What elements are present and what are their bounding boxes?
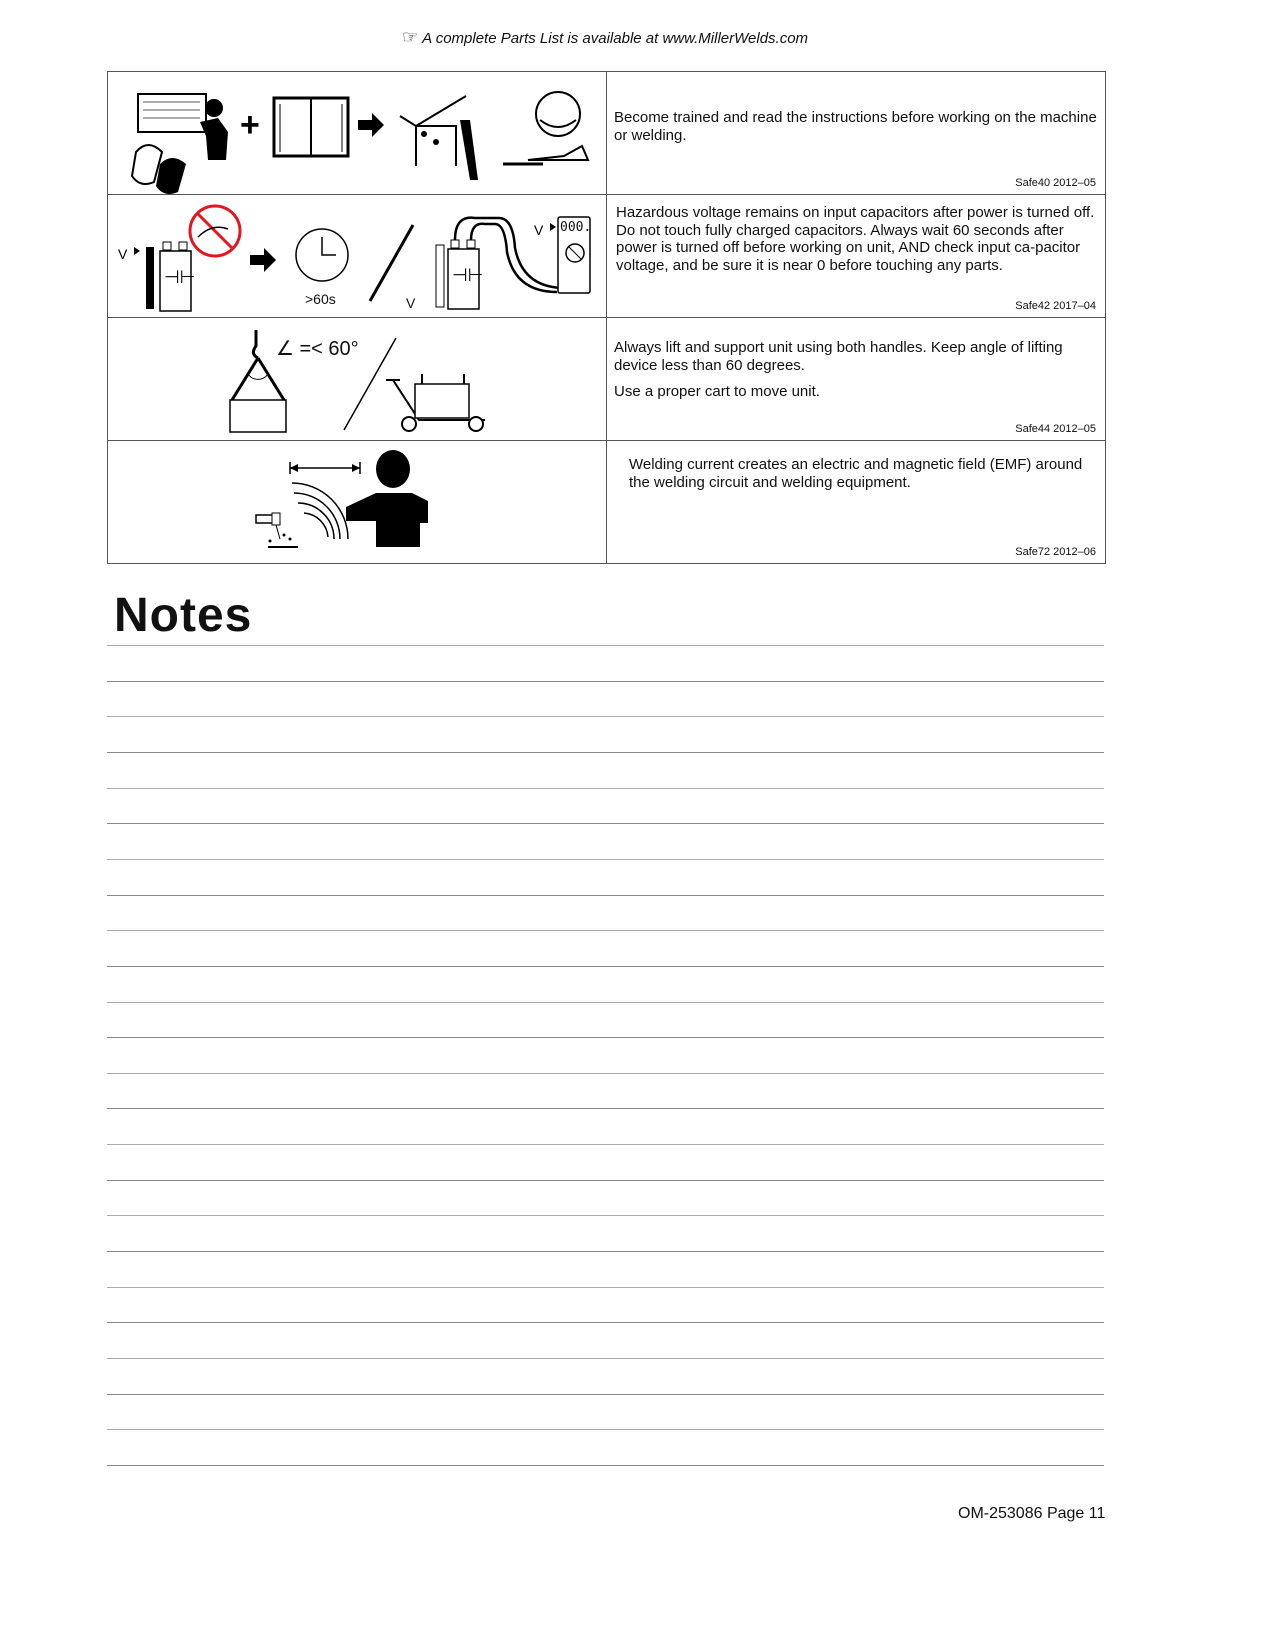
lifting-text: Always lift and support unit using both handles. Keep angle of lifting device less than 60 degrees.: [614, 339, 1063, 374]
notes-line: [107, 1037, 1104, 1038]
lifting-text-cell: [607, 318, 1106, 441]
notes-line: [107, 1180, 1104, 1181]
training-illustration: [108, 72, 607, 195]
angle-label: ∠ =< 60°: [276, 338, 359, 360]
notes-line: [107, 645, 1104, 646]
safety-row-lifting: [108, 318, 1106, 441]
svg-text:⊣⊢: ⊣⊢: [164, 267, 196, 287]
notes-line: [107, 966, 1104, 967]
training-text-cell: [607, 72, 1106, 195]
svg-text:+: +: [240, 106, 260, 144]
safety-code: Safe40 2012–05: [1015, 176, 1096, 189]
notes-line: [107, 1251, 1104, 1252]
capacitor-discharge-icon: [108, 195, 606, 317]
notes-line: [107, 1394, 1104, 1395]
notes-line: [107, 716, 1104, 717]
safety-row-training: [108, 72, 1106, 195]
svg-text:V: V: [118, 246, 128, 262]
meter-reading: 000.: [560, 220, 592, 235]
voltage-label: V: [406, 295, 416, 311]
notes-line: [107, 930, 1104, 931]
safety-row-capacitor: [108, 195, 1106, 318]
parts-list-note-text: A complete Parts List is available at www.MillerWelds.com: [422, 30, 809, 47]
capacitor-text: Hazardous voltage remains on input capacitors after power is turned off. Do not touch fully charged capacitors. Always wait 60 seconds after power is turned off before working on unit, AND check input ca-pacitor voltage, and be sure it is near 0 before touching any parts.: [616, 204, 1095, 274]
pointing-hand-icon: ☞: [401, 27, 419, 47]
training-text: Become trained and read the instructions before working on the machine or welding.: [614, 109, 1097, 144]
emf-hazard-icon: [108, 441, 606, 563]
notes-line: [107, 1002, 1104, 1003]
training-and-manual-icon: [108, 72, 606, 194]
svg-text:⊣⊢: ⊣⊢: [452, 265, 484, 285]
page-footer: OM-253086 Page 11: [958, 1505, 1106, 1522]
notes-line: [107, 1108, 1104, 1109]
parts-list-note: [0, 27, 1210, 48]
wait-time-label: >60s: [305, 291, 336, 307]
safety-row-emf: [108, 441, 1106, 564]
emf-text: Welding current creates an electric and magnetic field (EMF) around the welding circuit and welding equipment.: [629, 456, 1083, 491]
notes-line: [107, 823, 1104, 824]
notes-line: [107, 859, 1104, 860]
notes-title: Notes: [114, 589, 253, 642]
notes-line: [107, 1429, 1104, 1430]
notes-line: [107, 1215, 1104, 1216]
notes-line: [107, 895, 1104, 896]
emf-text-cell: [607, 441, 1106, 564]
capacitor-illustration: [108, 195, 607, 318]
notes-line: [107, 1287, 1104, 1288]
capacitor-text-cell: [607, 195, 1106, 318]
notes-line: [107, 1465, 1104, 1466]
safety-code: Safe44 2012–05: [1015, 422, 1096, 435]
notes-line: [107, 1144, 1104, 1145]
safety-code: Safe42 2017–04: [1015, 299, 1096, 312]
emf-illustration: [108, 441, 607, 564]
safety-code: Safe72 2012–06: [1015, 545, 1096, 558]
notes-line: [107, 1358, 1104, 1359]
notes-line: [107, 788, 1104, 789]
notes-line: [107, 752, 1104, 753]
cart-text: Use a proper cart to move unit.: [614, 383, 820, 400]
svg-text:V: V: [534, 222, 544, 238]
notes-line: [107, 1073, 1104, 1074]
notes-line: [107, 681, 1104, 682]
lifting-illustration: [108, 318, 607, 441]
notes-line: [107, 1322, 1104, 1323]
safety-table: [107, 71, 1106, 564]
